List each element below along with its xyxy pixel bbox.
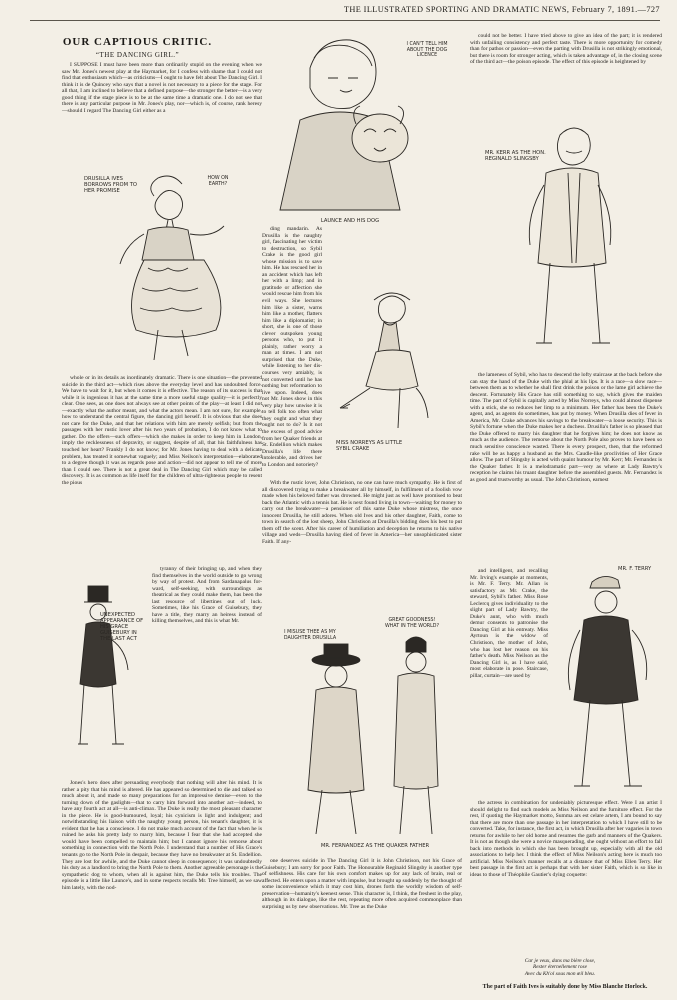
verse-quote [470,958,650,977]
column-3-middle [470,372,662,568]
drusilla-speech-bubble: HOW ON EARTH? [207,176,229,187]
article-subtitle: “THE DANCING GIRL.” [95,51,180,59]
duke-sketch [58,580,138,760]
fernandez-speech-bubble: I MISUSE THEE AS MY DAUGHTER DRUSILLA [283,630,337,641]
column-1-top [62,62,262,168]
fernandez-illustration [276,624,458,842]
verse-line: Rester éternellement rose [533,964,587,971]
drusilla-illustration [78,168,258,368]
paragraph: and intelligent, and recalling Mr. Irving's example at moments, is Mr. F. Terry. Mr. Allan is satisfactory as Mr. Crake, the steward, Sybil's father. Miss Rose Leclercq gives individuality to the slight part of Lady Bawtry, the Duke's aunt, who with much demur consents to patronise the Dancing Girl at his entreaty. Miss Ayrtoun is the widow of Christison, the mother of John, who has lost her reason on his father's death. Miss Neilson as the Dancing Girl is, as I have said, most elaborate in pose. Staircase, pillar, curtain—are used by [470,568,548,679]
drusilla-caption: DRUSILLA IVES BORROWS FROM TO HER PROMISE [84,176,137,194]
christison-sketch [550,560,662,800]
column-3-narrow [470,568,548,798]
verse-line: Avec du Kh'ol sous mon œil bleu. [524,970,596,977]
norreys-caption: MISS NORREYS AS LITTLE SYBIL CRAKE [336,440,403,452]
duke-illustration [58,580,138,760]
paragraph: the lameness of Sybil, who has to descend the lofty staircase at the back before she can stay the hand of the Duke with the phial at his lips. It is a race—a slow race—between them as to whether he shall first drink the poison or the lame girl achieve the descent. Fortunately His Grace has still something to say, which gives the maiden time. The part of Sybil is capitally acted by Miss Norreys, who could almost dispense with a stick, she so reduces her limp to a minimum. Her father has been the Duke's agent, and, as agents do sometimes, has put by money. When Drusilla dies of fever in America, Mr. Crake advances his savings to the breakwater—a loose security. This is Sybil's fortune when the Duke makes her a duchess. Drusilla's father is so pleased that the Duke offered to marry his daughter that he forgives him; he does not know as much as the audience. The remorse about the North Pole also proves to have been so much sensitive conscience wasted. There is every prospect, then, that the reformed rake will be as happy a husband as the Mrs. Caudle-like proclivities of Her Grace allow. The part of Slingsby is acted with quaint humour by Mr. Kerr; Mr. Fernandez is the Quaker father. It is a melodramatic part—very as where at Lady Bawtry's reception he claims his truant daughter before the assembled guests. Mr. Fernandez is as good and trustworthy as usual. The John Christison, earnest [470,372,662,483]
faith-speech-bubble: GREAT GOODNESS! WHAT IN THE WORLD? [384,618,440,629]
column-1-bottom [62,780,262,980]
column-3-top [470,33,662,113]
verse-line: Car je veux, dans ma bière close, [524,958,596,964]
norreys-illustration [330,284,450,459]
column-2-a [262,226,322,476]
column-1-narrow [152,566,262,778]
paragraph: Jones's hero does after persuading everybody that nothing will alter his mind. It is rather a pity that his mind is altered. He has appeared so determined to die and talked so much about it, and made so many preparations for an impressive demise—even to the turning down of the gaslights—that to carry him forward into another act—indeed, to have any fourth act at all—is anti-climax. The Duke is really the most pleasant character in the piece. He is good-humoured, loyal; his cynicism is light and indulgent; and notwithstanding his liaison with the naughty young person, his tenant's daughter, it is evident that he has a conscience. I do not make much account of the fact that when he is ruined he asks his pretty lady to marry him, because I fear that she had accepted she would have been compelled to maintain him; but I cannot ignore his remorse about something in connection with the North Pole. I understand that a number of His Grace's tenants go to the North Pole in despair, because they have no breakwater at St. Endellion. They are lost for awhile, and the Duke cannot sleep in consequence; it was undoubtedly his duty as a landlord to bring the North Pole to them. Another agreeable personage is the sympathetic dog to whom, when all is against him, the Duke tells his troubles. The episode is a little like Launce's, and in some respects recalls Mr. Tree himself, as we saw him lately, with the nod- [62,780,262,891]
fernandez-caption: MR. FERNANDEZ AS THE QUAKER FATHER [320,843,430,849]
duke-caption: UNEXPECTED APPEARANCE OF HIS GRACE GUISEBURY IN THE LAST ACT [100,612,144,642]
quaker-father-and-faith-sketch [276,624,458,842]
launce-dog-caption: LAUNCE AND HIS DOG [320,218,380,224]
column-2-c [262,858,462,988]
kerr-caption: MR. KERR AS THE HON. REGINALD SLINGSBY [485,150,546,162]
header-rule [30,20,660,21]
paragraph: whole or in its details as inordinately dramatic. There is one situation—the prevented suicide in the third act—which rises above the everyday level and has undoubted force. We have to wait for it, but when it comes it is effective. The reason of its success is that while it is ingenious it has at the same time a more useful stage quality—it is perfectly clear. One sees, as one does not always see at other points of the play—at least I did not—exactly what the author meant, and what the actors mean. I am not sure, for example, how to understand the central figure, the dancing girl herself. It is obvious that she does not care for the Duke, and that her relations with him are merely selfish; but from the passages with her rustic lover after his two years of probation, I do not know what to gather. Do the offers—such offers—which she makes in order to keep him in London, imply the recklessness of depravity, or suggest, despite of all, that his faithfulness has touched her heart? Frankly I do not know; for Mr. Jones having to deal with a delicate problem, has treated it somewhat vaguely; and Miss Neilson's interpretation—elaborated to a degree though it was as regards pose and action—did not appear to tell me of more than I could see. There is not a great deal in The Dancing Girl which may be called discovery. It is as common as life itself for the children of ultra-righteous people to resent the pious [62,375,262,486]
paragraph: one deserves suicide in The Dancing Girl it is John Christison, not his Grace of Guisebury; I am sorry for poor Faith. The Honourable Reginald Slingsby is another type of selfishness. His care for his own comfort makes up for any lack of brain, real or affected. He enters upon a matter with impulse, but brought up suddenly by the thought of some inconvenience which it may cost him, drones forth the worldly wisdom of self-preservation—humanity's keenest sense. This character is, I think, the freshest in the play, although in its dialogue, like the rest, repeating more often acquired commonplace than surprising us by new observations. Mr. Tree as the Duke [262,858,462,910]
sybil-seated-sketch [330,284,450,459]
column-2-b [262,480,462,620]
paragraph: With the rustic lover, John Christison, no one can have much sympathy. He is first of all discovered trying to make a breakwater all by himself, in fulfilment of a foolish vow made when his beloved father was drowned. He might just as well have promised to beat back the Atlantic with a tennis bat. He is next found living in town—waiting for money to carry out the breakwater—a pensioner of this same Duke whose mistress, the once innocent Drusilla, he still adores. When old Ives and his other daughter, Faith, come to town in search of the lost sheep, John Christison at Drusilla's bidding does his best to put them off the scent. After his career of humiliation and deception he returns to his native village and weds—Drusilla having died of fever in America—her unsophisticated sister Faith. If any- [262,480,462,545]
paragraph: could not be better. I have tried above to give an idea of the part; it is rendered with unfailing consistency and perfect taste. There is more opportunity for comedy than for pathos or passion—even the parting with Drusilla is not strikingly emotional, but there is room for stronger acting, which is taken advantage of, in the closing scene of the third act—the poison episode. The effect of this episode is heightened by [470,33,662,66]
paragraph: tyranny of their bringing up, and when they find themselves in the world outside to go wrong by way of protest. And from Sardanapalus for-ward, self-seeking, with surroundings as theatrical as they could make them, has been the last resource of libertines out of luck. Sometimes, like his Grace of Guisebury, they have a title, they marry an heiress instead of killing themselves, and this is what Mr. [152,566,262,625]
paragraph: I SUPPOSE I must have been more than ordinarily stupid on the evening when we saw Mr. Jones's newest play at the Haymarket, for I confess with shame that I could not find that enthusiasm which—as criticisms—I ought to have felt about The Dancing Girl. I think it is de Quincey who says that a novel is not necessary to a piece for the stage. For all that, I am inclined to believe that a defined purpose—the stronger the better—is a very good thing if the stage piece is to be at the same time a dramatic one. I do not see that there is any particular purpose in Mr. Jones's play, nor—which is, of course, rank heresy—should I regard The Dancing Girl either as a [62,62,262,114]
masthead: THE ILLUSTRATED SPORTING AND DRAMATIC NEWS, February 7, 1891.—727 [343,5,660,14]
column-3-bottom [470,800,662,956]
column-1-middle [62,375,262,565]
terry-caption: MR. F. TERRY [618,566,652,572]
paragraph: ding mandarin. As Drusilla is the naughty girl, fascinating her victim to destruction, so Sybil Crake is the good girl whose mission is to save him. He has rescued her in an accident which has left her with a limp; and in gratitude or affection she would rescue him from his evil ways. She lectures him like a sister, warns him like a mother, flatters him like a diplomatist; in short, she is one of those clever outspoken young persons who, to put it plainly, rather worry a man at times. I am not surprised that the Duke, while listening to her dis-courses very amiably, is not converted until he has nothing but reformation to live upon. Indeed, does not Mr. Jones show in this very play how unwise it is to tell folk too often what they ought and what they ought not to do? Is it not the excess of good advice from her Quaker friends at St. Endellion which makes Drusilla's life there intolerable, and drives her to London and notoriety? [262,226,322,468]
paragraph: the actress in combination for undeniably picturesque effect. Were I an artist I should delight to find such models as Miss Neilson and the furniture effect. For the rest, if quoting the Haymarket motto, Summa ars est celare artem, I am bound to say that there are more than one passage in her interpretation to which I have still to be converted. Take, for instance, the first act, in which Drusilla after her vagaries in town returns for awhile to her old home and resumes the garb and manners of the Quakers. It is not as though she were a novice masquerading, she ought without an effort to fall back into methods in which she has been brought up, especially with all the old associations to help her. I think the effect of Miss Neilson's acting here is much too artificial. Miss Neilson's manner recalls at a distance that of Miss Ellen Terry. Her best passage in the first act is perhaps that with her sister Faith, which is so like in ideas to those of Théophile Gautier's dying coquette: [470,800,662,879]
launce-speech-bubble: I CAN'T TELL HIM ABOUT THE DOG LICENCE [406,42,448,59]
terry-illustration [550,560,662,800]
closing-note: The part of Faith Ives is suitably done by Miss Blanche Horlock. [482,984,648,990]
article-title: OUR CAPTIOUS CRITIC. [62,36,213,48]
dancing-girl-sketch [78,168,258,368]
